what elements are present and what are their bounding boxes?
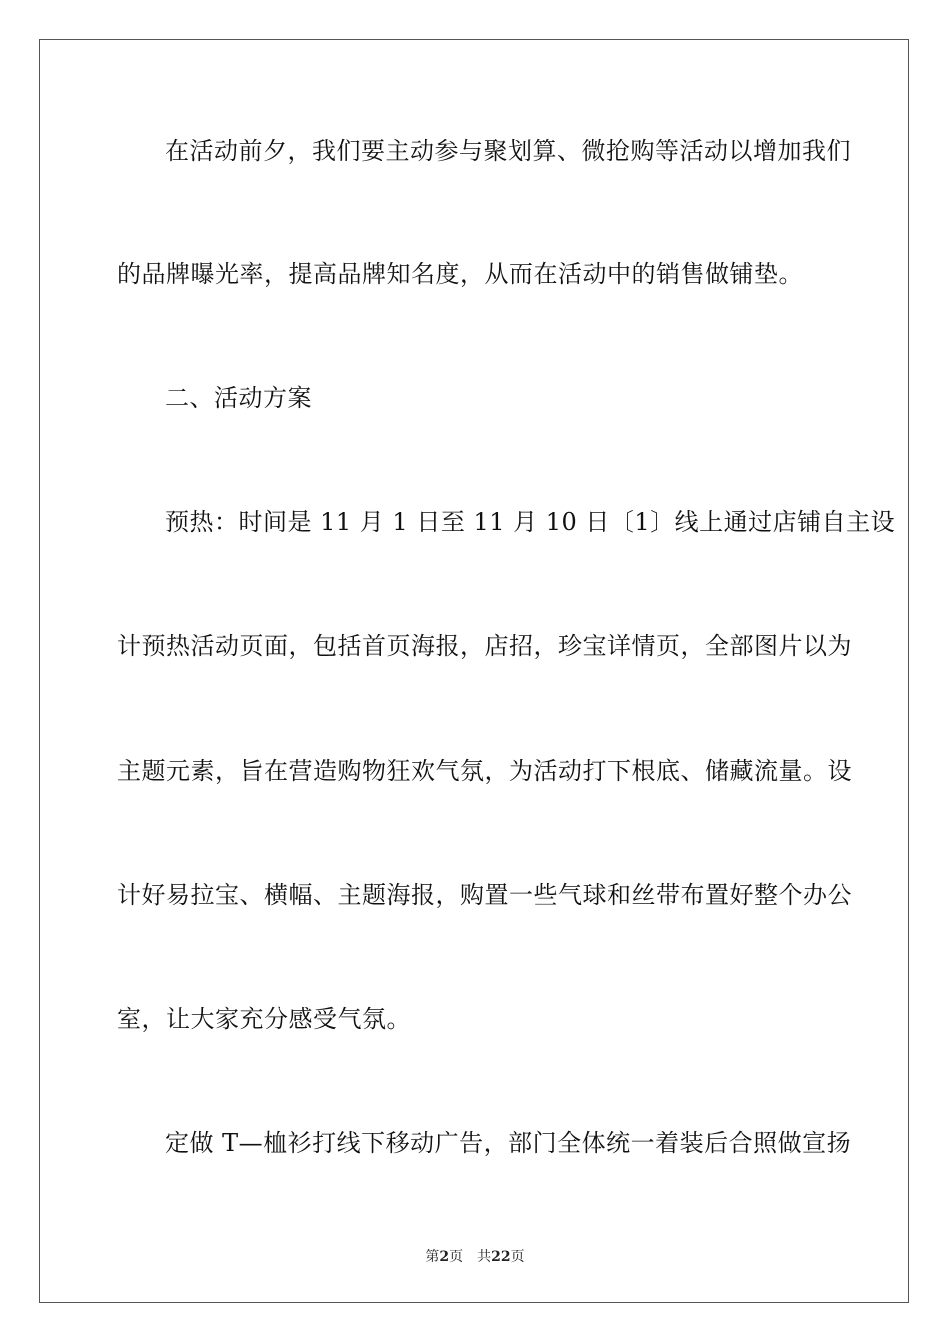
paragraph-line: 主题元素，旨在营造购物狂欢气氛，为活动打下根底、储藏流量。设 (117, 757, 852, 785)
paragraph-line: 的品牌曝光率，提高品牌知名度，从而在活动中的销售做铺垫。 (117, 260, 803, 288)
page-prefix: 第 (425, 1249, 440, 1265)
paragraph-line: 预热：时间是 11 月 1 日至 11 月 10 日〔1〕线上通过店铺自主设 (165, 508, 896, 536)
page-number: 2 (439, 1249, 450, 1265)
paragraph-line: 在活动前夕，我们要主动参与聚划算、微抢购等活动以增加我们 (165, 137, 851, 165)
paragraph-line: 计好易拉宝、横幅、主题海报，购置一些气球和丝带布置好整个办公 (117, 881, 852, 909)
paragraph-line: 定做 T—桖衫打线下移动广告，部门全体统一着装后合照做宣扬 (165, 1129, 852, 1157)
paragraph-line: 室，让大家充分感受气氛。 (117, 1005, 411, 1033)
paragraph-line: 计预热活动页面，包括首页海报，店招，珍宝详情页，全部图片以为 (117, 632, 852, 660)
total-prefix: 共 (477, 1249, 492, 1265)
total-pages: 22 (491, 1249, 511, 1265)
total-suffix: 页 (510, 1249, 525, 1265)
section-heading: 二、活动方案 (165, 384, 312, 412)
page-suffix: 页 (449, 1249, 464, 1265)
page-footer (0, 1246, 950, 1266)
page-border (39, 39, 909, 1303)
